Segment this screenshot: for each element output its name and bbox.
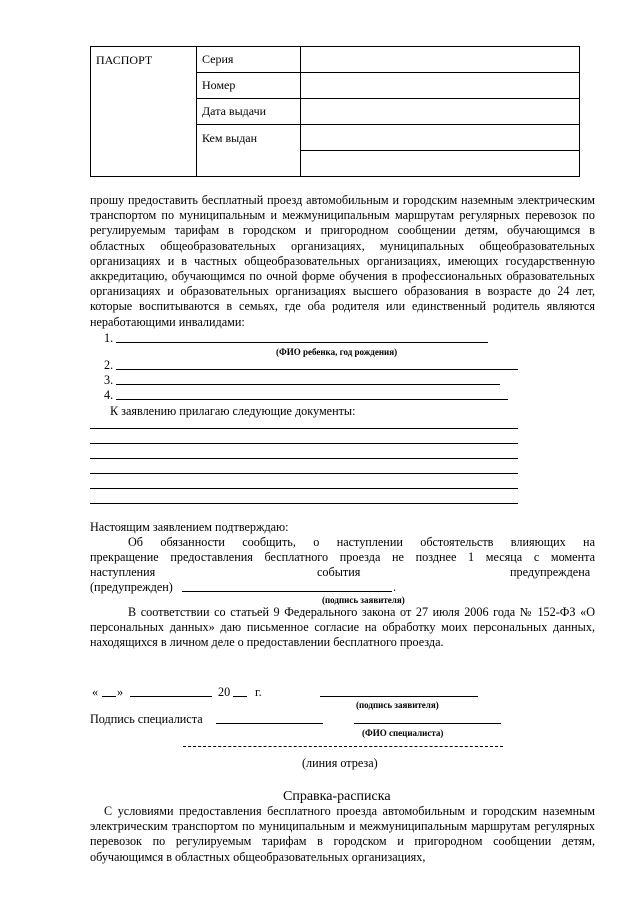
date-year-suffix: г.: [255, 685, 262, 699]
date-year-line[interactable]: [233, 696, 247, 697]
documents-line-2[interactable]: [90, 443, 518, 444]
date-quote-open: «: [92, 685, 99, 699]
confirm-signature-line[interactable]: [182, 591, 392, 592]
child-item-4-line[interactable]: [116, 399, 508, 400]
confirm-line-3-b: события: [317, 565, 361, 579]
documents-line-3[interactable]: [90, 458, 518, 459]
passport-issue-date-field[interactable]: [301, 99, 580, 125]
passport-number-field[interactable]: [301, 73, 580, 99]
request-paragraph: прошу предоставить бесплатный проезд автомобильным и городским наземным электрическим транспортом по муниципальным и межмуниципальным маршрутам регулярных перевозок по регулируемым тарифам в городском и пригородном сообщении детям, обучающимся в областных общеобразовательных организациях, муниципальных общеобразовательных организациях и в частных общеобразовательных организациях, имеющих государственную аккредитацию, обучающимся по очной форме обучения в профессиональных образовательных организациях и образовательных организациях высшего образования в возрасте до 24 лет, которые воспитываются в семьях, где оба родителя или единственный родитель являются неработающими инвалидами:: [90, 193, 595, 329]
child-item-3-number: 3.: [104, 373, 114, 387]
confirm-line-1: Об обязанности сообщить, о наступлении обстоятельств влияющих на: [128, 535, 595, 549]
child-item-3-line[interactable]: [116, 384, 500, 385]
documents-line-1[interactable]: [90, 428, 518, 429]
passport-series-label: Серия: [197, 47, 301, 73]
date-month-line[interactable]: [130, 696, 212, 697]
receipt-title: Справка-расписка: [283, 789, 391, 804]
passport-header: ПАСПОРТ: [91, 47, 197, 177]
passport-issued-by-field-2[interactable]: [301, 151, 580, 177]
passport-issue-date-label: Дата выдачи: [197, 99, 301, 125]
specialist-label: Подпись специалиста: [90, 712, 203, 726]
date-day-line[interactable]: [102, 696, 116, 697]
child-item-2-number: 2.: [104, 358, 114, 372]
documents-label: К заявлению прилагаю следующие документы:: [110, 404, 356, 418]
passport-table: [90, 46, 580, 177]
confirm-line-3-c: предупреждена: [510, 565, 591, 579]
documents-line-4[interactable]: [90, 473, 518, 474]
specialist-signature-line[interactable]: [216, 723, 323, 724]
documents-line-5[interactable]: [90, 488, 518, 489]
applicant-signature-caption: (подпись заявителя): [356, 700, 439, 710]
specialist-caption: (ФИО специалиста): [362, 728, 444, 738]
confirm-line-4-end: .: [393, 580, 397, 594]
passport-number-label: Номер: [197, 73, 301, 99]
consent-paragraph: В соответствии со статьей 9 Федерального закона от 27 июля 2006 года № 152-ФЗ «О персональных данных» даю письменное согласие на обработку моих персональных данных, находящихся в личном деле о предоставлении бесплатного проезда.: [90, 605, 595, 650]
child-item-1-line[interactable]: [116, 342, 488, 343]
passport-series-field[interactable]: [301, 47, 580, 73]
child-item-1-number: 1.: [104, 331, 114, 345]
applicant-signature-line[interactable]: [320, 696, 478, 697]
confirm-line-2: прекращение предоставления бесплатного проезда не позднее 1 месяца с момента: [90, 550, 595, 564]
confirm-signature-caption: (подпись заявителя): [322, 595, 405, 605]
passport-issued-by-label: Кем выдан: [197, 125, 301, 177]
passport-issued-by-field-1[interactable]: [301, 125, 580, 151]
date-quote-close: »: [117, 685, 124, 699]
specialist-name-line[interactable]: [354, 723, 501, 724]
confirm-heading: Настоящим заявлением подтверждаю:: [90, 520, 289, 534]
date-year-prefix: 20: [218, 685, 231, 699]
cut-label: (линия отреза): [302, 756, 378, 770]
receipt-paragraph: С условиями предоставления бесплатного проезда автомобильным и городским наземным электрическим транспортом по муниципальным и межмуниципальным маршрутам регулярных перевозок по регулируемым тарифам в городском и пригородном сообщении детям, обучающимся в областных общеобразовательных организациях,: [90, 804, 595, 864]
confirm-line-4: (предупрежден): [90, 580, 173, 594]
confirm-line-3-a: наступления: [90, 565, 156, 579]
cut-line: [183, 746, 503, 747]
documents-line-6[interactable]: [90, 503, 518, 504]
child-item-2-line[interactable]: [116, 369, 518, 370]
child-caption: (ФИО ребенка, год рождения): [276, 347, 398, 357]
child-item-4-number: 4.: [104, 388, 114, 402]
